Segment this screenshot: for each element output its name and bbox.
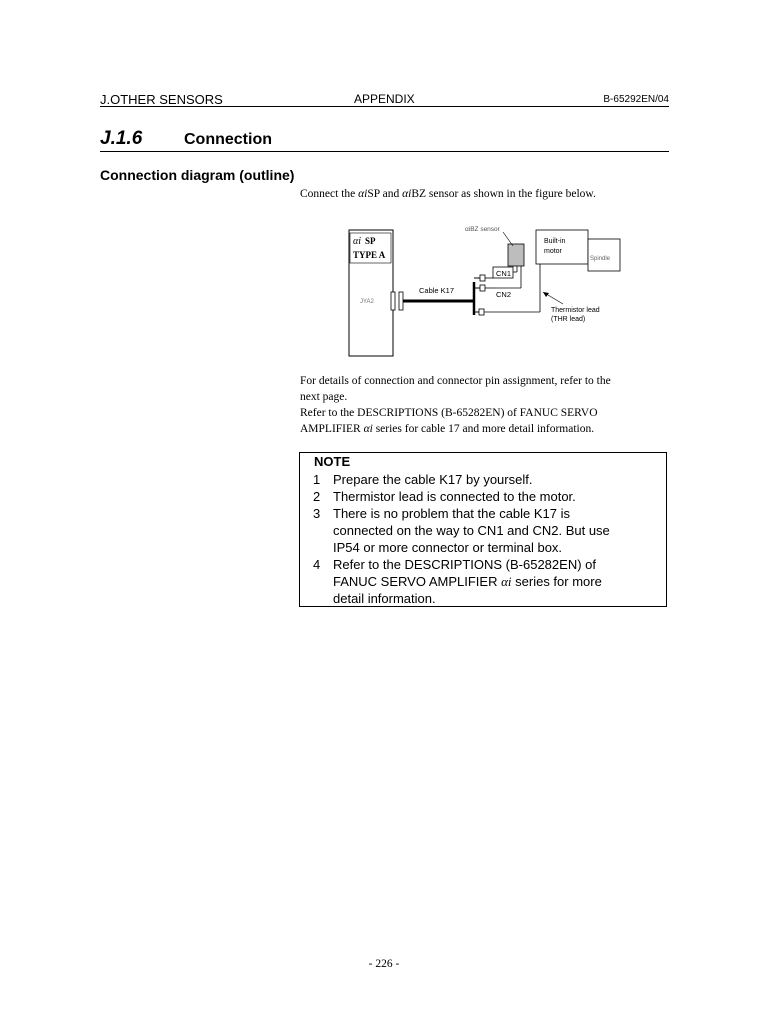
note-item-number: 3	[313, 506, 321, 521]
note-item-line: Refer to the DESCRIPTIONS (B-65282EN) of	[333, 557, 596, 572]
motor-label-1: Built-in	[544, 238, 566, 245]
note-item-line-post: series for more	[511, 574, 602, 589]
note-item-line: There is no problem that the cable K17 is	[333, 506, 571, 521]
amp-connector-right	[399, 292, 403, 310]
section-number: J.1.6	[100, 128, 143, 149]
note-item-text: Thermistor lead is connected to the motor.	[333, 489, 576, 504]
note-item-text	[333, 556, 653, 607]
thr-connector	[479, 309, 484, 315]
details-line-4	[300, 421, 669, 437]
details-line-2: next page.	[300, 391, 348, 403]
amplifier-type-label: TYPE A	[353, 250, 386, 260]
amplifier-sp-label: SP	[365, 236, 376, 246]
intro-paragraph	[300, 188, 596, 200]
intro-mid: SP and	[367, 188, 403, 200]
subsection-title: Connection diagram (outline)	[100, 167, 295, 183]
note-item-number: 1	[313, 472, 321, 487]
cn1-connector	[480, 275, 485, 281]
note-item-text	[333, 505, 653, 556]
spindle-label: Spindle	[590, 256, 611, 262]
intro-alpha-2: αi	[402, 188, 412, 200]
section-title: Connection	[184, 131, 272, 148]
header-rule	[100, 106, 669, 107]
details-line-1: For details of connection and connector pin assignment, refer to the	[300, 375, 611, 387]
amplifier-alpha-label: αi	[353, 236, 362, 247]
details-line-3: Refer to the DESCRIPTIONS (B-65282EN) of FANUC SERVO	[300, 407, 598, 419]
connection-diagram	[345, 220, 625, 360]
thermistor-arrowhead	[543, 292, 549, 297]
note-item-line	[333, 573, 653, 590]
note-item-number: 2	[313, 489, 321, 504]
document-number: B-65292EN/04	[603, 94, 669, 105]
note-item-line: IP54 or more connector or terminal box.	[333, 540, 563, 555]
intro-suffix: BZ sensor as shown in the figure below.	[411, 188, 596, 200]
note-item-line: connected on the way to CN1 and CN2. But use	[333, 523, 610, 538]
spindle	[588, 239, 620, 271]
cn1-label: CN1	[496, 269, 512, 278]
page-number: - 226 -	[368, 958, 400, 970]
details-line-4-pre: AMPLIFIER	[300, 423, 364, 435]
amp-connector-left	[391, 292, 395, 310]
intro-prefix: Connect the	[300, 188, 359, 200]
thermistor-label-2: (THR lead)	[551, 316, 586, 323]
note-title: NOTE	[314, 454, 351, 469]
running-header-chapter: J.OTHER SENSORS	[100, 92, 223, 107]
cn2-label: CN2	[496, 290, 512, 299]
note-item-text: Prepare the cable K17 by yourself.	[333, 472, 533, 487]
note-item-number: 4	[313, 557, 321, 572]
motor-label-2: motor	[544, 248, 562, 255]
built-in-motor	[536, 230, 588, 264]
details-line-4-post: series for cable 17 and more detail information.	[372, 423, 595, 435]
thermistor-label-1: Thermistor lead	[551, 307, 600, 314]
details-alpha: αi	[363, 423, 373, 435]
bz-sensor	[508, 244, 524, 266]
note-alpha: αi	[501, 574, 512, 589]
note-item-line: detail information.	[333, 591, 436, 606]
amplifier-port-label: JYA2	[360, 299, 374, 305]
bz-sensor-label: αiBZ sensor	[465, 226, 500, 233]
cn2-connector	[480, 285, 485, 291]
note-item-line-pre: FANUC SERVO AMPLIFIER	[333, 574, 502, 589]
intro-alpha-1: αi	[358, 188, 368, 200]
section-rule	[100, 151, 669, 152]
running-header-part: APPENDIX	[354, 92, 415, 106]
cable-k17-label: Cable K17	[419, 286, 455, 295]
note-box	[299, 452, 667, 607]
details-paragraph	[300, 373, 669, 437]
